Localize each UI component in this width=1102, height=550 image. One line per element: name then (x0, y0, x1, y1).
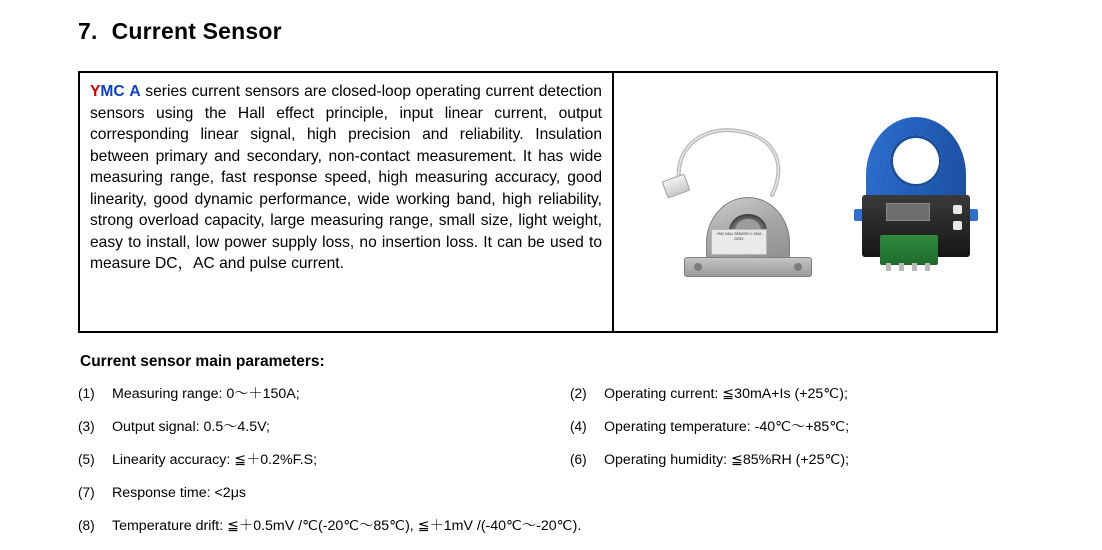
parameter-item (570, 418, 1018, 436)
sensor-indicator-bottom (953, 221, 962, 230)
parameters-row (78, 451, 1018, 484)
parameter-item (78, 418, 570, 436)
parameter-index: (8) (78, 518, 95, 533)
parameter-text: Operating temperature: -40℃～+85℃; (604, 419, 850, 435)
section-title: Current Sensor (111, 18, 282, 44)
product-overview-box (78, 71, 998, 333)
parameters-row (78, 418, 1018, 451)
parameter-item (570, 451, 1018, 469)
description-body: series current sensors are closed-loop operating current detection sensors using the Hall effect principle, input linear current, output corresponding linear signal, high precision and reliability. Insulation between primary and secondary, non-contact measurement. It has wide measuring range, fast response speed, high measuring accuracy, good linearity, good dynamic performance, wide working band, high reliability, strong overload capacity, large measuring range, small size, light weight, easy to install, low power supply loss, no insertion loss. It can be used to measure DC，AC and pulse current. (90, 83, 602, 272)
parameter-text: Response time: <2μs (112, 485, 246, 501)
parameter-item (78, 484, 1018, 502)
parameters-row (78, 517, 1018, 550)
mounting-screw-right (794, 263, 802, 271)
parameters-row (78, 385, 1018, 418)
blue-hall-current-sensor-photo (852, 117, 992, 289)
parameter-index: (5) (78, 452, 95, 467)
parameters-heading: Current sensor main parameters: (80, 353, 325, 370)
brand-letter-y: Y (90, 83, 101, 100)
terminal-pin (899, 263, 904, 271)
parameter-item (78, 517, 1018, 535)
parameter-text: Output signal: 0.5～4.5V; (112, 419, 270, 435)
split-core-current-sensor-photo (654, 91, 844, 311)
terminal-pin (886, 263, 891, 271)
section-number: 7. (78, 18, 98, 44)
terminal-pin (912, 263, 917, 271)
parameter-index: (3) (78, 419, 95, 434)
parameter-index: (4) (570, 419, 587, 434)
description-cell (80, 73, 614, 331)
sensor-aperture (890, 135, 942, 187)
parameter-text: Measuring range: 0～＋150A; (112, 386, 300, 402)
product-description (90, 81, 602, 275)
product-images-cell (614, 73, 996, 331)
brand-series-a: A (129, 83, 141, 100)
parameter-index: (7) (78, 485, 95, 500)
brand-letters-mc: MC (100, 83, 125, 100)
terminal-pin (925, 263, 930, 271)
parameter-text: Operating current: ≦30mA+Is (+25℃); (604, 386, 848, 402)
parameter-item (78, 385, 570, 403)
parameter-index: (2) (570, 386, 587, 401)
mounting-screw-left (694, 263, 702, 271)
terminal-block (880, 235, 938, 265)
parameter-item (570, 385, 1018, 403)
sensor-chip (886, 203, 930, 221)
sensor-indicator-top (953, 205, 962, 214)
parameter-text: Operating humidity: ≦85%RH (+25℃); (604, 452, 850, 468)
parameters-row (78, 484, 1018, 517)
parameter-item (78, 451, 570, 469)
parameter-text: Temperature drift: ≦＋0.5mV /℃(-20℃～85℃), ≦＋1mV /(-40℃～-20℃). (112, 518, 582, 534)
parameter-index: (6) (570, 452, 587, 467)
sensor-label: YMC HALL SENSOR 0~150A DC5V (711, 229, 767, 255)
parameter-index: (1) (78, 386, 95, 401)
parameter-text: Linearity accuracy: ≦＋0.2%F.S; (112, 452, 318, 468)
parameters-list (78, 385, 1018, 550)
sensor-mounting-base (684, 257, 812, 277)
page-title (78, 18, 282, 45)
